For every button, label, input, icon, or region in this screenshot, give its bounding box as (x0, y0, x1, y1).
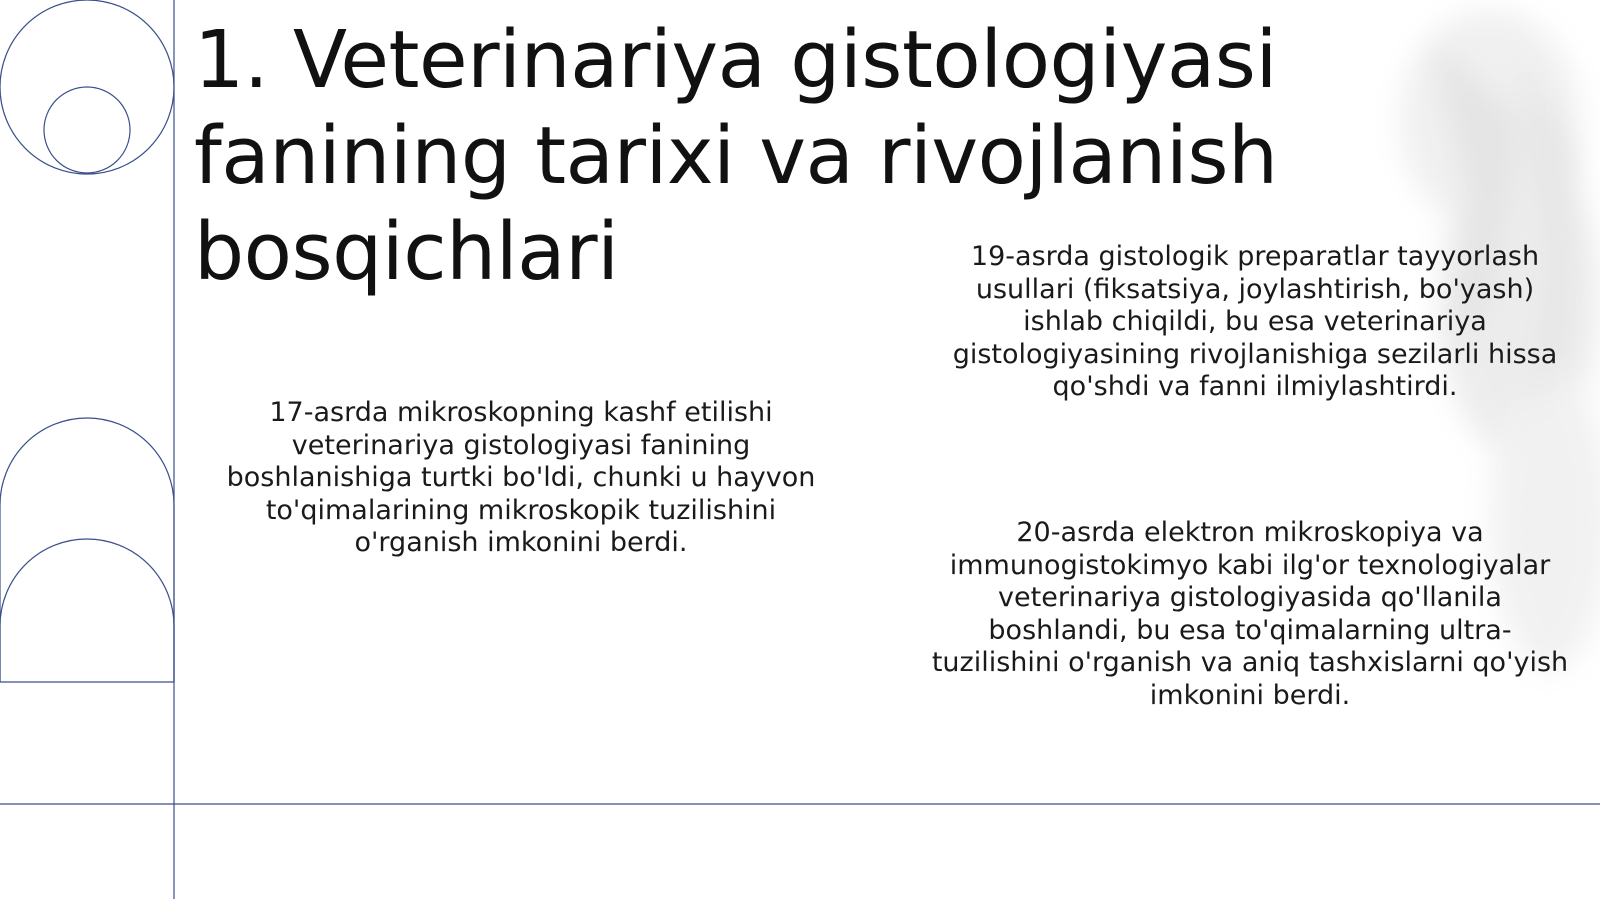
text-block-17th-century: 17-asrda mikroskopning kashf etilishi veterinariya gistologiyasi fanining boshlanishiga turtki bo'ldi, chunki u hayvon to'qimalarining mikroskopik tuzilishini o'rganish imkonini berdi. (226, 397, 816, 558)
text-block-20th-century: 20-asrda elektron mikroskopiya va immunogistokimyo kabi ilg'or texnologiyalar veterinariya gistologiyasida qo'llanila boshlandi, bu esa to'qimalarning ultra-tuzilishini o'rganish va aniq tashxislarni qo'yish imkonini berdi. (931, 517, 1569, 711)
slide-title: 1. Veterinariya gistologiyasi fanining tarixi va rivojlanish bosqichlari (194, 14, 1278, 298)
text-block-19th-century: 19-asrda gistologik preparatlar tayyorlash usullari (fiksatsiya, joylashtirish, bo'yash) ishlab chiqildi, bu esa veterinariya gistologiyasining rivojlanishiga sezilarli hissa qo'shdi va fanni ilmiylashtirdi. (952, 241, 1558, 402)
